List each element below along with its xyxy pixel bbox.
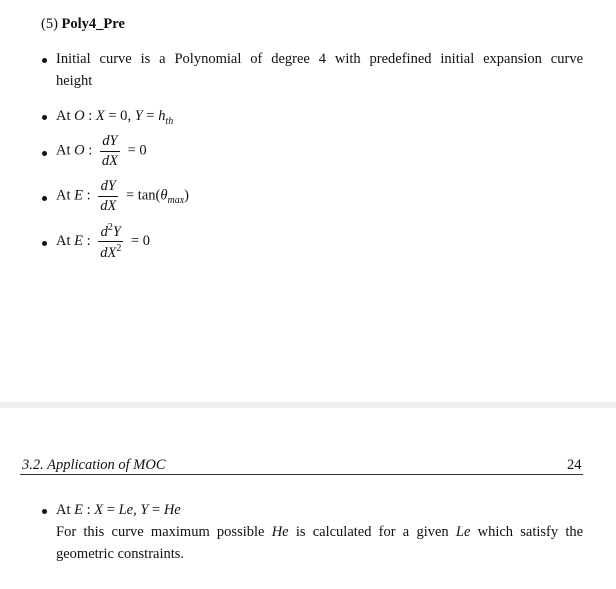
fraction-d2Y-dX2: $\frac{d^2Y}{dX^2}$ [100,222,122,262]
equation-E-slope: At E : $\frac{dY}{dX}$ = $\tan(\theta_{max})$ [56,178,189,214]
section-heading [41,16,125,33]
bullet-marker [42,509,47,514]
bullet-text: Initial curve is a Polynomial of degree 4 with predefined initial expansion curve [56,51,583,67]
equation-E-curvature: At E : $\frac{d^2Y}{dX^2}$ = 0 [56,222,151,262]
bullet-marker [42,196,47,201]
bullet-marker [42,58,47,63]
running-header-section: 3.2. Application of MOC [22,457,166,473]
section-title: Poly4_Pre [61,16,125,32]
equation-O-boundary: At O : X = 0, $Y = h_{th}$ [56,108,174,127]
fraction-dY-dX: $\frac{dY}{dX}$ [101,133,118,169]
section-number: (5) [41,16,58,32]
equation-E-endpoint: At E : X = Le, Y = He [56,502,181,518]
bullet-text-line [56,51,583,68]
paragraph-line: geometric constraints. [56,546,185,562]
fraction-dY-dX: $\frac{dY}{dX}$ [100,178,117,214]
bullet-marker [42,241,47,246]
bullet-text-line [56,73,92,90]
bullet-marker [42,115,47,120]
paragraph-line: For this curve maximum possible He is calculated for a given Le which satisfy the [56,524,584,540]
bullet-text: height [56,73,93,89]
header-rule [20,474,583,475]
page-number: 24 [567,457,582,473]
bullet-marker [42,151,47,156]
equation-O-slope: At O : $\frac{dY}{dX}$ = 0 [56,133,147,169]
